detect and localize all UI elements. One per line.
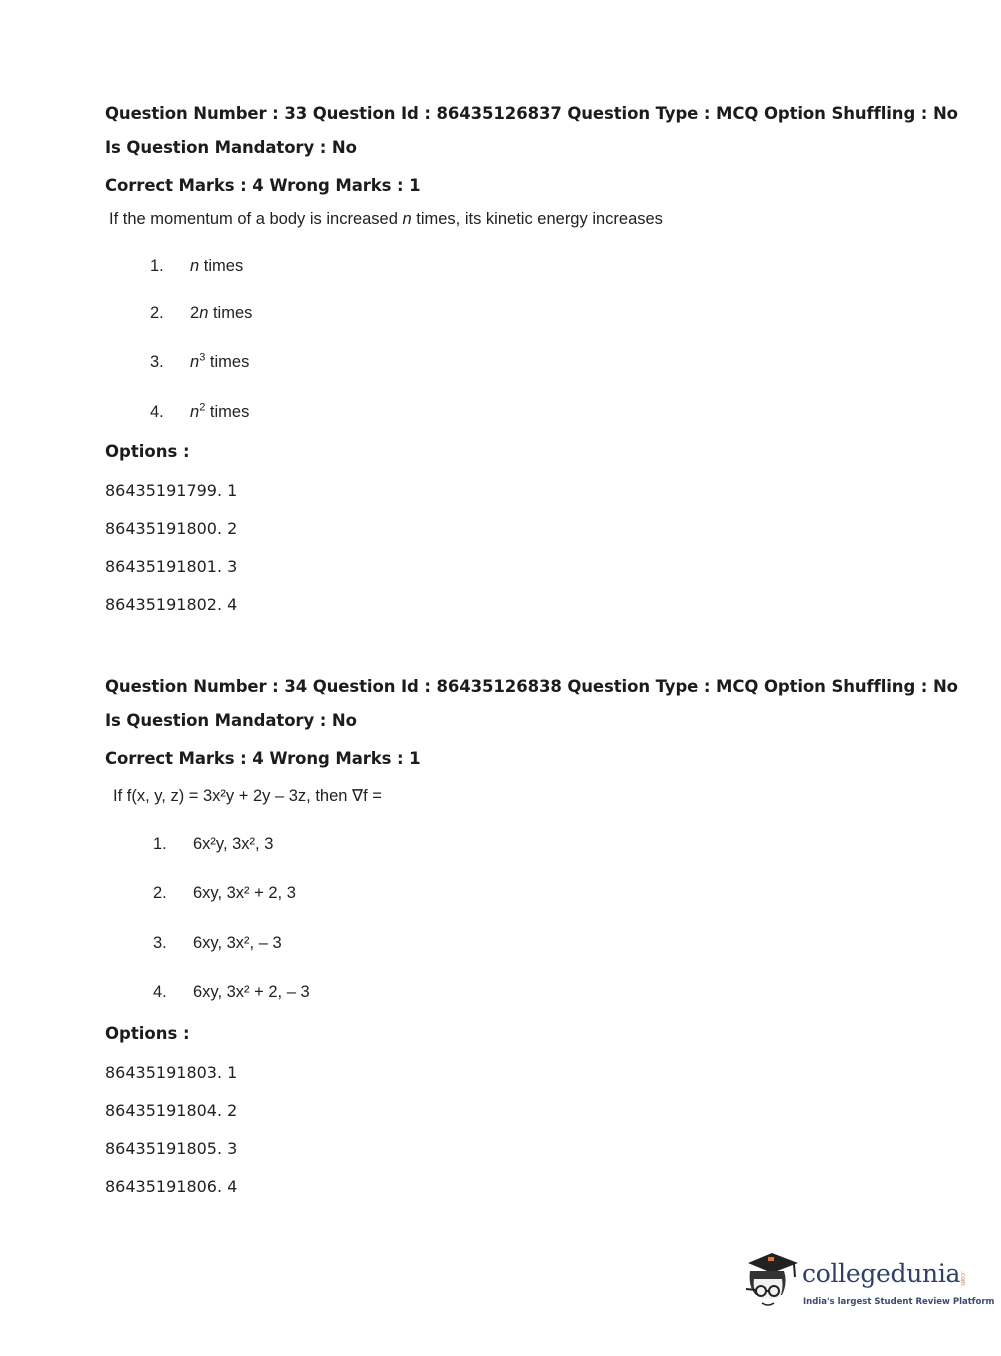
question-34-choice-2: 2. 6xy, 3x² + 2, 3 — [153, 884, 296, 902]
question-33-text: If the momentum of a body is increased n times, its kinetic energy increases — [109, 210, 663, 228]
question-34-options-label: Options : — [105, 1024, 190, 1043]
question-34-choice-1: 1. 6x²y, 3x², 3 — [153, 835, 274, 853]
question-34-option-id: 86435191804. 2 — [105, 1101, 238, 1120]
question-34-choice-3: 3. 6xy, 3x², – 3 — [153, 934, 282, 952]
question-33-choice-4: 4. $n^2$ times — [150, 401, 250, 421]
question-33-choice-1: 1. n times — [150, 257, 244, 275]
mascot-icon — [742, 1249, 802, 1319]
question-33-option-id: 86435191802. 4 — [105, 595, 238, 614]
question-34-choice-4: 4. 6xy, 3x² + 2, – 3 — [153, 983, 310, 1001]
question-33-option-id: 86435191799. 1 — [105, 481, 238, 500]
question-33-option-id: 86435191800. 2 — [105, 519, 238, 538]
question-33-choice-2: 2. 2n times — [150, 304, 253, 322]
question-33-option-id: 86435191801. 3 — [105, 557, 238, 576]
question-34-option-id: 86435191803. 1 — [105, 1063, 238, 1082]
question-34-header: Question Number : 34 Question Id : 86435126838 Question Type : MCQ Option Shuffling : No — [105, 677, 958, 696]
question-34-marks: Correct Marks : 4 Wrong Marks : 1 — [105, 749, 421, 768]
question-34-mandatory: Is Question Mandatory : No — [105, 711, 357, 730]
question-34-option-id: 86435191806. 4 — [105, 1177, 238, 1196]
collegedunia-logo — [742, 1249, 995, 1319]
question-33-marks: Correct Marks : 4 Wrong Marks : 1 — [105, 176, 421, 195]
question-33-header: Question Number : 33 Question Id : 86435126837 Question Type : MCQ Option Shuffling : No — [105, 104, 958, 123]
logo-wordmark: collegedunia — [802, 1259, 961, 1288]
question-34-option-id: 86435191805. 3 — [105, 1139, 238, 1158]
question-33-options-label: Options : — [105, 442, 190, 461]
logo-tagline: India's largest Student Review Platform — [803, 1297, 995, 1307]
logo-suffix: .com — [959, 1271, 966, 1286]
question-33-choice-3: 3. $n^3$ times — [150, 351, 250, 371]
question-34-text: If f(x, y, z) = 3x²y + 2y – 3z, then ∇f = — [113, 787, 382, 805]
question-33-mandatory: Is Question Mandatory : No — [105, 138, 357, 157]
